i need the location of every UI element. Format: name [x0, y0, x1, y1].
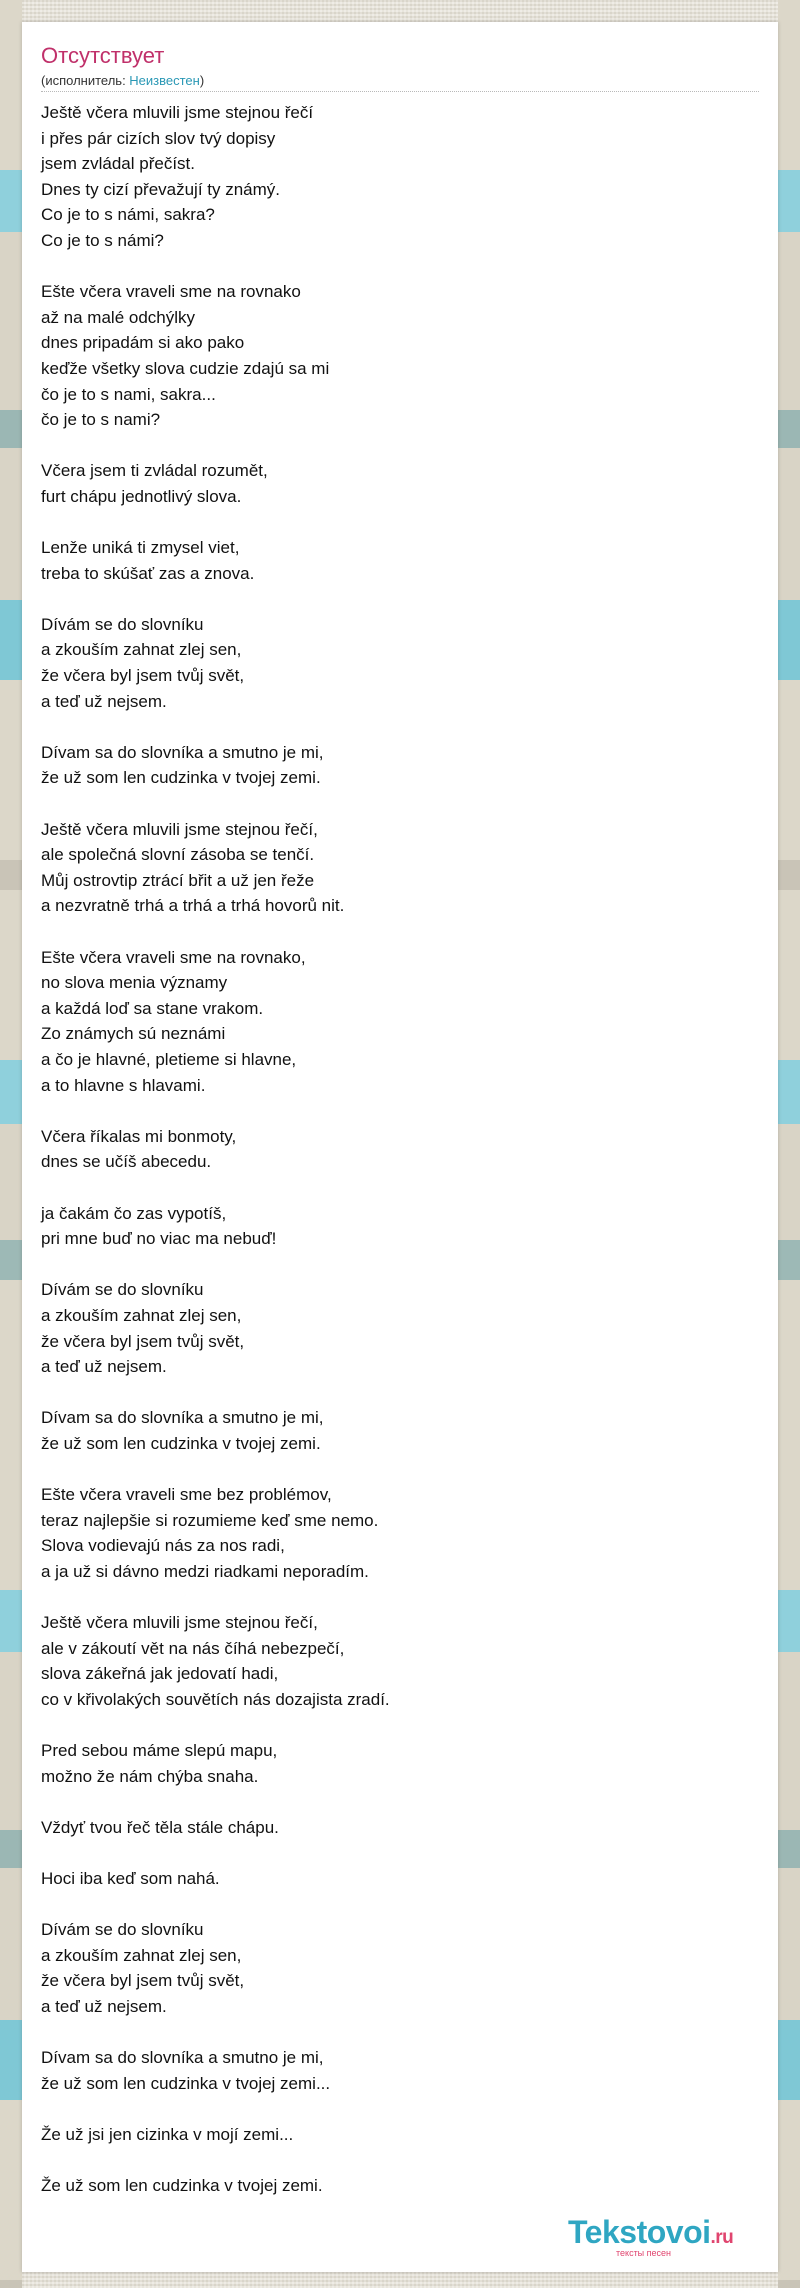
- lyric-line: Ještě včera mluvili jsme stejnou řečí,: [41, 1613, 318, 1633]
- lyric-line: Ještě včera mluvili jsme stejnou řečí: [41, 103, 314, 122]
- lyric-line: i přes pár cizích slov tvý dopisy: [41, 128, 276, 148]
- lyrics-stanza: [41, 100, 741, 254]
- lyric-line: no slova menia významy: [41, 973, 228, 993]
- brand-logo[interactable]: [568, 2214, 764, 2264]
- lyric-line: ja čakám čo zas vypotíš,: [41, 1203, 227, 1223]
- lyric-line: Ešte včera vraveli sme bez problémov,: [41, 1485, 332, 1505]
- lyrics-stanza: [41, 817, 741, 919]
- lyrics-stanza: [41, 1277, 741, 1379]
- lyrics-stanza: [41, 1610, 741, 1712]
- lyric-line: že už som len cudzinka v tvojej zemi...: [41, 2073, 331, 2093]
- lyric-line: a teď už nejsem.: [41, 691, 167, 711]
- title-divider: [41, 91, 759, 92]
- lyric-line: že včera byl jsem tvůj svět,: [41, 1331, 245, 1351]
- lyric-line: Co je to s námi, sakra?: [41, 205, 215, 225]
- lyric-line: Že už som len cudzinka v tvojej zemi.: [41, 2176, 323, 2196]
- lyrics-stanza: [41, 458, 741, 509]
- lyric-line: že včera byl jsem tvůj svět,: [41, 1971, 245, 1991]
- artist-suffix: ): [199, 73, 205, 88]
- lyrics-stanza: [41, 1124, 741, 1175]
- lyric-line: co v křivolakých souvětích nás dozajista zradí.: [41, 1689, 390, 1709]
- lyric-line: až na malé odchýlky: [41, 307, 196, 327]
- brand-tagline: тексты песен: [616, 2248, 672, 2258]
- lyrics-stanza: [41, 1866, 741, 1892]
- lyric-line: teraz najlepšie si rozumieme keď sme nemo.: [41, 1510, 379, 1530]
- lyric-line: Vždyť tvou řeč těla stále chápu.: [41, 1817, 279, 1837]
- lyric-line: Slova vodievajú nás za nos radi,: [41, 1536, 285, 1556]
- lyrics-stanza: [41, 279, 741, 433]
- lyric-line: Dnes ty cizí převažují ty známý.: [41, 179, 281, 199]
- lyric-line: slova zákeřná jak jedovatí hadi,: [41, 1664, 279, 1684]
- artist-prefix: (исполнитель:: [41, 73, 130, 88]
- lyric-line: pri mne buď no viac ma nebuď!: [41, 1229, 277, 1249]
- lyric-line: a teď už nejsem.: [41, 1996, 167, 2016]
- lyric-line: Dívám se do slovníku: [41, 1280, 204, 1300]
- song-title: Отсутствует: [41, 43, 165, 68]
- lyric-line: treba to skúšať zas a znova.: [41, 563, 255, 583]
- lyric-line: možno že nám chýba snaha.: [41, 1766, 259, 1786]
- lyric-line: a zkouším zahnat zlej sen,: [41, 640, 242, 660]
- lyrics-stanza: [41, 2122, 741, 2148]
- lyrics-stanza: [41, 2173, 741, 2199]
- lyric-line: že už som len cudzinka v tvojej zemi.: [41, 1433, 321, 1453]
- lyric-line: Zo známych sú neznámi: [41, 1024, 226, 1044]
- lyric-line: a zkouším zahnat zlej sen,: [41, 1945, 242, 1965]
- lyric-line: Dívam sa do slovníka a smutno je mi,: [41, 2048, 324, 2068]
- brand-tld: .ru: [710, 2227, 734, 2248]
- lyrics-stanza: [41, 1405, 741, 1456]
- lyric-line: čo je to s nami, sakra...: [41, 384, 216, 404]
- lyrics-stanza: [41, 945, 741, 1099]
- lyrics-stanza: [41, 535, 741, 586]
- lyric-line: a každá loď sa stane vrakom.: [41, 998, 264, 1018]
- lyric-line: dnes se učíš abecedu.: [41, 1152, 212, 1172]
- lyric-line: Dívám se do slovníku: [41, 1920, 204, 1940]
- lyric-line: Můj ostrovtip ztrácí břit a už jen řeže: [41, 870, 315, 890]
- lyric-line: ale společná slovní zásoba se tenčí.: [41, 845, 315, 865]
- lyric-line: a teď už nejsem.: [41, 1357, 167, 1377]
- lyrics-stanza: [41, 1482, 741, 1584]
- lyric-line: Hoci iba keď som nahá.: [41, 1868, 220, 1888]
- lyric-line: Ešte včera vraveli sme na rovnako: [41, 282, 301, 302]
- lyric-line: čo je to s nami?: [41, 410, 161, 430]
- lyric-line: Včera jsem ti zvládal rozumět,: [41, 461, 268, 481]
- lyric-line: Včera říkalas mi bonmoty,: [41, 1126, 237, 1146]
- lyric-line: a nezvratně trhá a trhá a trhá hovorů nit.: [41, 896, 345, 916]
- lyric-line: že už som len cudzinka v tvojej zemi.: [41, 768, 321, 788]
- lyric-line: Co je to s námi?: [41, 230, 164, 250]
- artist-link[interactable]: Неизвестен: [129, 73, 200, 88]
- lyric-line: Dívám se do slovníku: [41, 614, 204, 634]
- lyric-line: a ja už si dávno medzi riadkami neporadím.: [41, 1561, 369, 1581]
- lyrics-stanza: [41, 2045, 741, 2096]
- lyric-line: Lenže uniká ti zmysel viet,: [41, 538, 240, 558]
- lyrics-stanza: [41, 612, 741, 714]
- lyrics-stanza: [41, 1201, 741, 1252]
- lyric-line: Ještě včera mluvili jsme stejnou řečí,: [41, 819, 318, 839]
- lyrics-body: [41, 100, 741, 2224]
- lyric-line: jsem zvládal přečíst.: [41, 154, 195, 174]
- lyric-line: a čo je hlavné, pletieme si hlavne,: [41, 1049, 297, 1069]
- lyrics-stanza: [41, 1917, 741, 2019]
- lyric-line: a zkouším zahnat zlej sen,: [41, 1305, 242, 1325]
- lyric-line: a to hlavne s hlavami.: [41, 1075, 206, 1095]
- lyric-line: ale v zákoutí vět na nás číhá nebezpečí,: [41, 1638, 345, 1658]
- lyrics-stanza: [41, 740, 741, 791]
- lyric-line: Dívam sa do slovníka a smutno je mi,: [41, 742, 324, 762]
- lyrics-stanza: [41, 1738, 741, 1789]
- artist-line: [41, 72, 204, 90]
- left-decorative-stripes: [0, 0, 22, 2288]
- lyric-line: Že už jsi jen cizinka v mojí zemi...: [41, 2124, 294, 2144]
- lyric-line: Pred sebou máme slepú mapu,: [41, 1741, 278, 1760]
- lyric-line: Ešte včera vraveli sme na rovnako,: [41, 947, 306, 967]
- brand-name-text: Tekstovoi: [568, 2214, 711, 2250]
- lyric-line: že včera byl jsem tvůj svět,: [41, 666, 245, 686]
- lyric-line: dnes pripadám si ako pako: [41, 333, 245, 353]
- lyric-line: furt chápu jednotlivý slova.: [41, 486, 242, 506]
- lyric-line: keďže všetky slova cudzie zdajú sa mi: [41, 358, 330, 378]
- lyric-line: Dívam sa do slovníka a smutno je mi,: [41, 1408, 324, 1428]
- lyrics-card: [22, 22, 778, 2272]
- right-decorative-stripes: [778, 0, 800, 2288]
- lyrics-stanza: [41, 1815, 741, 1841]
